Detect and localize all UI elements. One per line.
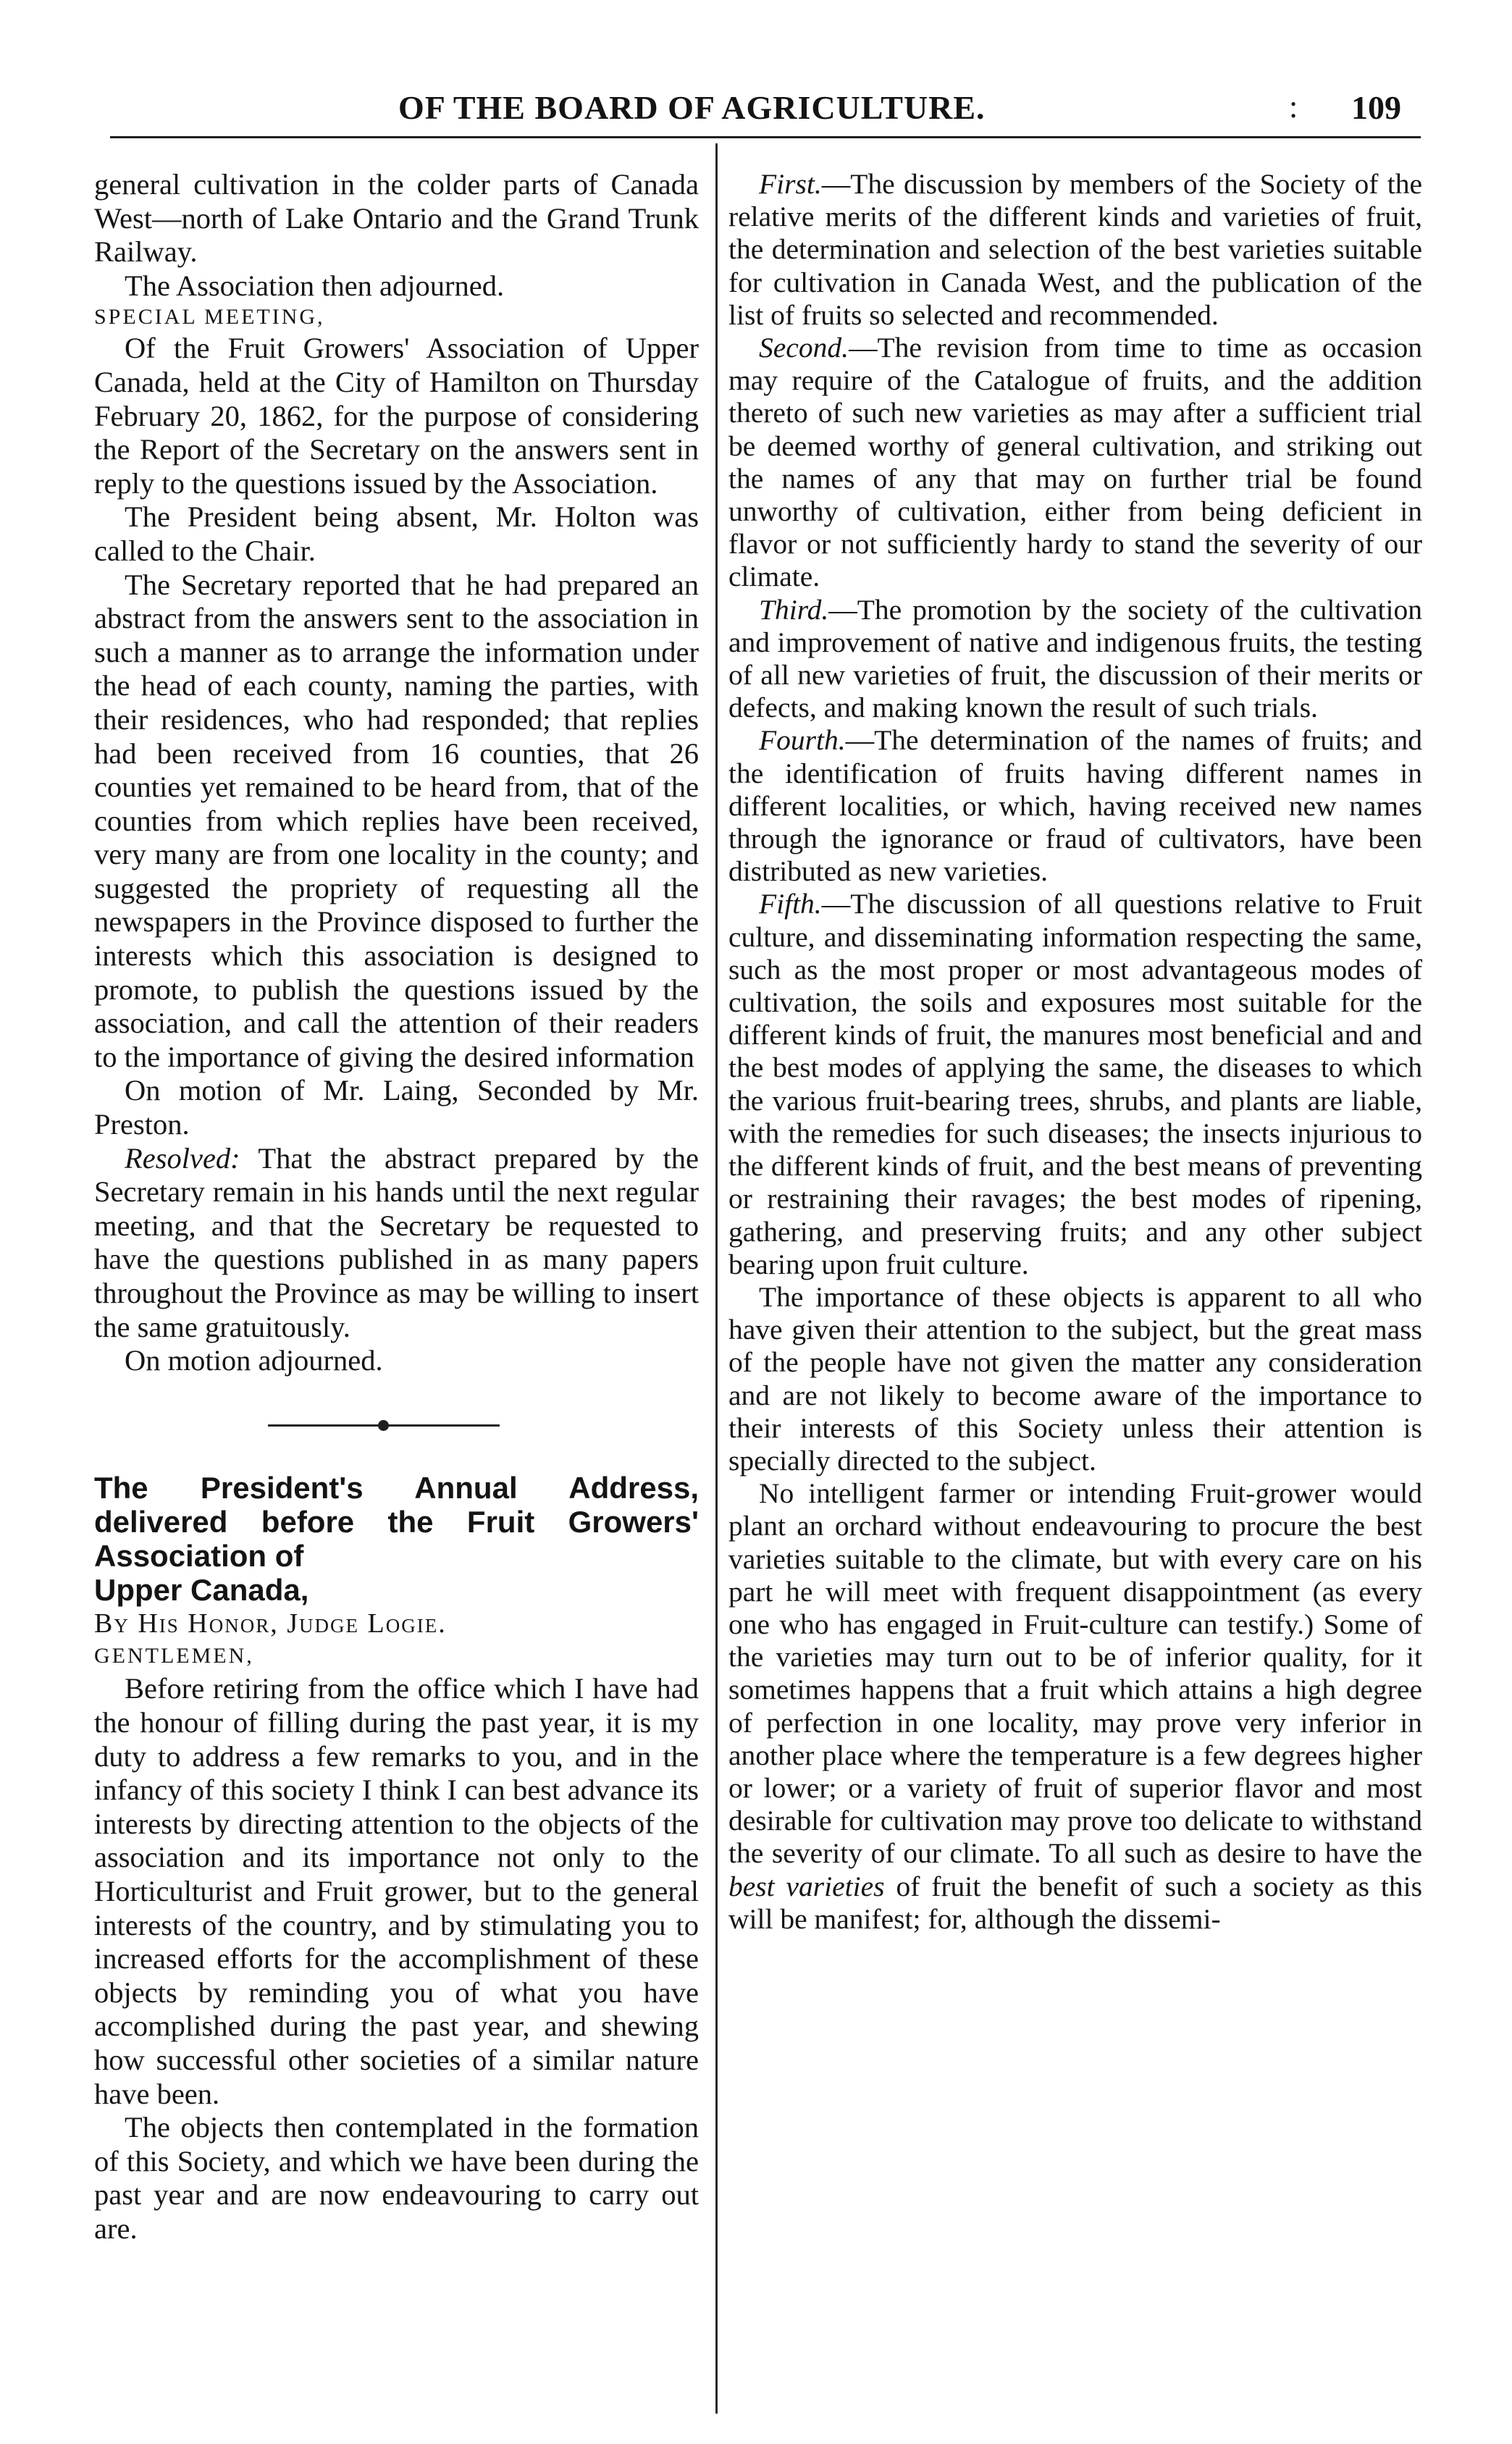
resolution-text: That the abstract prepared by the Secretary remain in his hands until the next regular meeting, and that the Secretary be requested to have the questions published in as many papers throughout the Province as may be willing to insert the same gratuitously. — [94, 1141, 699, 1343]
objective-lead: Second. — [759, 332, 849, 364]
paragraph: Of the Fruit Growers' Association of Upper Canada, held at the City of Hamilton on Thursday February 20, 1862, for the purpose of considering the Report of the Secretary on the answers sent in reply to the questions issued by the Association. — [94, 332, 699, 500]
paragraph: Before retiring from the office which I have had the honour of filling during the past year, it is my duty to address a few remarks to you, and in the infancy of this society I think I can best advance its interests by directing attention to the objects of the association and its importance not only to the Horticulturist and Fruit grower, but to the general interests of the country, and by stimulating you to increased efforts for the accomplishment of these objects by reminding you of what you have accomplished during the past year, and shewing how successful other societies of a similar nature have been. — [94, 1672, 699, 2110]
paragraph: On motion of Mr. Laing, Seconded by Mr. Preston. — [94, 1074, 699, 1141]
separator-dot — [378, 1420, 389, 1431]
objective-lead: Fifth. — [759, 888, 822, 920]
paragraph-text: of fruit the benefit of such a society as this will be manifest; for, although the dissemi- — [728, 1870, 1422, 1935]
objective-lead: First. — [759, 168, 822, 200]
salutation: GENTLEMEN, — [94, 1644, 254, 1668]
objective-text: —The revision from time to time as occasion may require of the Catalogue of fruits, and the addition thereto of such new varieties as may after a sufficient trial be deemed worthy of general cultivation, and striking out the names of any that may on further trial be found unworthy of cultivation, either from being deficient in flavor or not sufficiently hardy to stand the severity of our climate. — [728, 332, 1422, 593]
paragraph-text: No intelligent farmer or intending Fruit-grower would plant an orchard without endeavouring to procure the best varieties suitable to the climate, but with every care on his part he will meet with frequent disappointment (as every one who has engaged in Fruit-culture can testify.) Some of the varieties may turn out to be of inferior quality, for it sometimes happens that a fruit which attains a high degree of perfection in one locality, may prove very inferior in another place where the temperature is a few degrees higher or lower; or a variety of fruit of superior flavor and most desirable for cultivation may prove too delicate to withstand the severity of our climate. To all such as desire to have the — [728, 1477, 1422, 1870]
objective-lead: Fourth. — [759, 724, 846, 757]
paragraph: The importance of these objects is apparent to all who have given their attention to the subject, but the great mass of the people have not given the matter any consideration and are not likely to become aware of the importance to their interests of this Society unless their attention is specially directed to the subject. — [728, 1280, 1422, 1477]
paragraph: general cultivation in the colder parts of Canada West—north of Lake Ontario and the Grand Trunk Railway. — [94, 168, 699, 269]
emphasis-text: best varieties — [728, 1870, 885, 1902]
resolved-lead: Resolved: — [125, 1141, 240, 1175]
objective-text: —The promotion by the society of the cultivation and improvement of native and indigenous fruits, the testing of all new varieties of fruit, the discussion of their merits or defects, and making known the result of such trials. — [728, 593, 1422, 724]
page-number: 109 — [1351, 89, 1401, 126]
paragraph — [728, 1477, 1422, 1936]
objective-text: —The determination of the names of fruits; and the identification of fruits having different names in different localities, or which, having received new names through the ignorance or fraud of cultivators, have been distributed as new varieties. — [728, 724, 1422, 888]
objective-text: —The discussion of all questions relative to Fruit culture, and disseminating information respecting the same, such as the most proper or most advantageous modes of cultivation, the soils and exposures most suitable for the different kinds of fruit, the manures most beneficial and and the best modes of applying the same, the diseases to which the various fruit-bearing trees, shrubs, and plants are liable, with the remedies for such diseases; the insects injurious to the different kinds of fruit, and the best means of preventing or restraining their ravages; the best modes of ripening, gathering, and preserving fruits; and any other subject bearing upon fruit culture. — [728, 888, 1422, 1280]
article-title-line-1: The President's Annual Address, delivered before the Fruit Growers' Association of — [94, 1470, 699, 1573]
objective-fourth — [728, 724, 1422, 888]
objective-text: —The discussion by members of the Society of the relative merits of the different kinds and varieties of fruit, the determination and selection of the best varieties suitable for cultivation in Canada West, and the publication of the list of fruits so selected and recommended. — [728, 168, 1422, 331]
paragraph: The objects then contemplated in the formation of this Society, and which we have been during the past year and are now endeavouring to carry out are. — [94, 2111, 699, 2245]
paragraph: The Association then adjourned. — [125, 269, 505, 302]
objective-fifth — [728, 888, 1422, 1280]
right-column — [728, 168, 1422, 1936]
section-separator — [94, 1378, 699, 1471]
header-colon: : — [1289, 89, 1298, 125]
objective-first — [728, 168, 1422, 332]
paragraph: The Secretary reported that he had prepared an abstract from the answers sent to the association in such a manner as to arrange the information under the head of each county, naming the parties, with their residences, who had responded; that replies had been received from 16 counties, that 26 counties yet remained to be heard from, that of the counties from which replies have been received, very many are from one locality in the county; and suggested the propriety of requesting all the newspapers in the Province disposed to further the interests which this association is designed to promote, to publish the questions issued by the association, and call the attention of their readers to the importance of giving the desired information — [94, 568, 699, 1073]
left-column — [94, 168, 699, 2246]
column-divider — [715, 143, 718, 2414]
header-rule — [110, 136, 1421, 138]
objective-second — [728, 332, 1422, 594]
header-title: OF THE BOARD OF AGRICULTURE. — [398, 89, 986, 126]
special-meeting-heading: SPECIAL MEETING, — [94, 305, 325, 329]
article-title-line-2: Upper Canada, — [94, 1572, 309, 1607]
byline: By His Honor, Judge Logie. — [94, 1608, 447, 1639]
resolution-paragraph — [94, 1142, 699, 1345]
objective-lead: Third. — [759, 593, 829, 626]
running-header — [109, 88, 1419, 139]
article-title — [94, 1471, 699, 1607]
paragraph: On motion adjourned. — [125, 1344, 383, 1377]
paragraph: The President being absent, Mr. Holton was called to the Chair. — [94, 500, 699, 567]
objective-third — [728, 594, 1422, 725]
